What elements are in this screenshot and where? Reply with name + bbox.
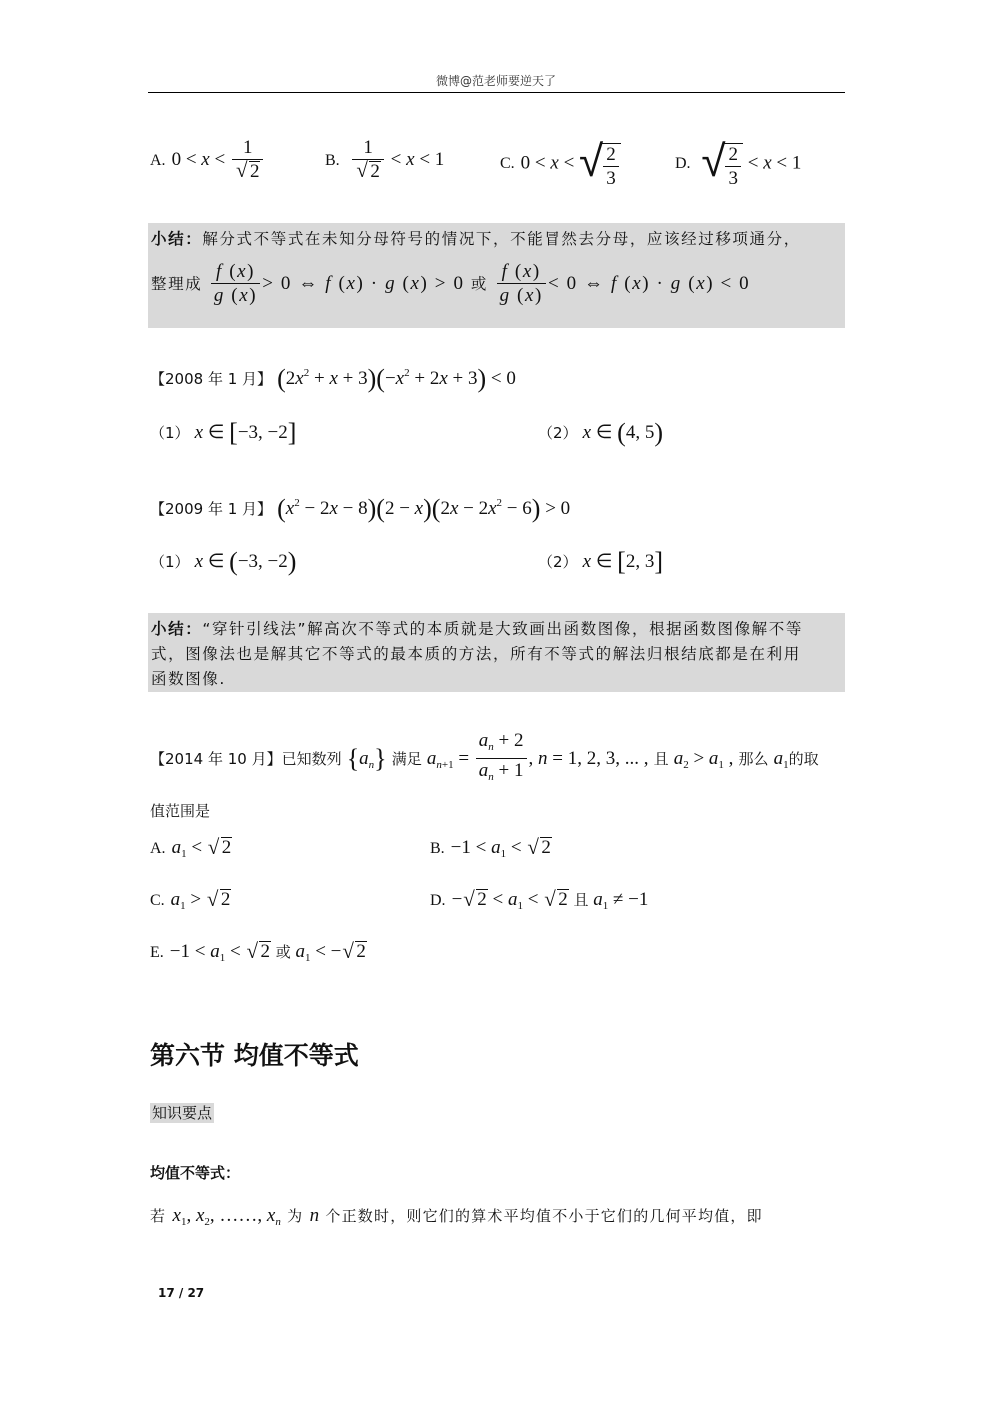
section-title: 第六节 均值不等式 — [150, 1041, 359, 1070]
option-b: B. 1 √ 2 < x < 1 — [325, 137, 444, 184]
knowledge-points-tag: 知识要点 — [152, 1104, 213, 1122]
q2014-option-b: B. $-1 < a_1$ < √ 2 — [430, 837, 552, 860]
page-header: 微博@范老师要逆天了 — [435, 74, 556, 88]
q2009-option-1: （1） x ∈ (−3, −2) — [150, 547, 297, 576]
q2008-option-1: （1） x ∈ [−3, −2] — [150, 418, 297, 447]
fraction-1-over-sqrt2: 1 √ 2 — [232, 137, 264, 184]
option-a-label: A. — [150, 151, 166, 169]
question-2008: 【2008 年 1 月】 $(2x^2 + x + 3)(-x^2 + 2x + 3) < 0$ — [150, 364, 516, 393]
option-b-label: B. — [325, 151, 340, 169]
option-c: C. 0 < x < √ $\frac{2}{3}$ — [500, 137, 621, 191]
summary-label: 小结： — [151, 230, 203, 248]
option-c-label: C. — [500, 155, 515, 173]
sqrt-2-over-3: √ $\frac{2}{3}$ — [579, 137, 621, 191]
formula-fraction-equivalence: $\frac{f (x)}{g (x)}$ > 0 ⇔ f (x) · g (x) > 0 — [209, 273, 471, 294]
option-d: D. √ $\frac{2}{3}$ < x < 1 — [675, 136, 802, 189]
q2008-option-2: （2） x ∈ (4, 5) — [538, 418, 663, 447]
q2014-option-c: C. $a_1$ > √ 2 — [150, 889, 231, 912]
page-number: 17 / 27 — [158, 1286, 205, 1300]
section-body: 若 $x_1$, $x_2$, ……, $x_n$ 为 n 个正数时，则它们的算术平均值不小于它们的几何平均值，即 — [150, 1205, 763, 1228]
question-2009: 【2009 年 1 月】 $(x^2 - 2x - 8)(2 - x)(2x - 2x^2 - 6) > 0$ — [150, 494, 571, 523]
question-tag: 【2008 年 1 月】 — [150, 370, 273, 388]
q2014-option-e: E. $-1 < a_1$ < √ 2 或 $a_1$ < −√ 2 — [150, 941, 367, 964]
question-2014: 【2014 年 10 月】已知数列 $\{a_n\}$ 满足 $a_{n+1}$ = $\frac{a_n + 2}{a_n + 1}$ , n = 1, 2, 3, ... , 且 $a_2 > a_1$ , 那么 $a_1$的取 — [150, 730, 819, 789]
question-tag: 【2014 年 10 月】 — [150, 749, 282, 768]
section-subtitle: 均值不等式： — [150, 1164, 241, 1182]
q2014-option-a: A. $a_1$ < √ 2 — [150, 837, 232, 860]
header-rule — [148, 92, 845, 93]
q2014-option-d: D. −√ $2 < a_1$ < √ 2 且 $a_1 \ne -1$ — [430, 889, 648, 912]
summary-box-1: 小结：解分式不等式在未知分母符号的情况下，不能冒然去分母，应该经过移项通分， 整理成 $\frac{f (x)}{g (x)}$ > 0 ⇔ f (x) · g (x) > 0 或 $\frac{f (x)}{g (x)}$ < 0 ⇔ f (x) · g (x) < 0 — [148, 223, 845, 328]
q2009-option-2: （2） x ∈ [2, 3] — [538, 547, 663, 576]
summary-box-2: 小结：“穿针引线法”解高次不等式的本质就是大致画出函数图像，根据函数图像解不等 式，图像法也是解其它不等式的最本质的方法，所有不等式的解法归根结底都是在利用 函数图像. — [148, 613, 845, 692]
option-a: A. 0 < x < 1 √ 2 — [150, 137, 265, 184]
question-tag: 【2009 年 1 月】 — [150, 500, 273, 518]
option-d-label: D. — [675, 155, 691, 173]
